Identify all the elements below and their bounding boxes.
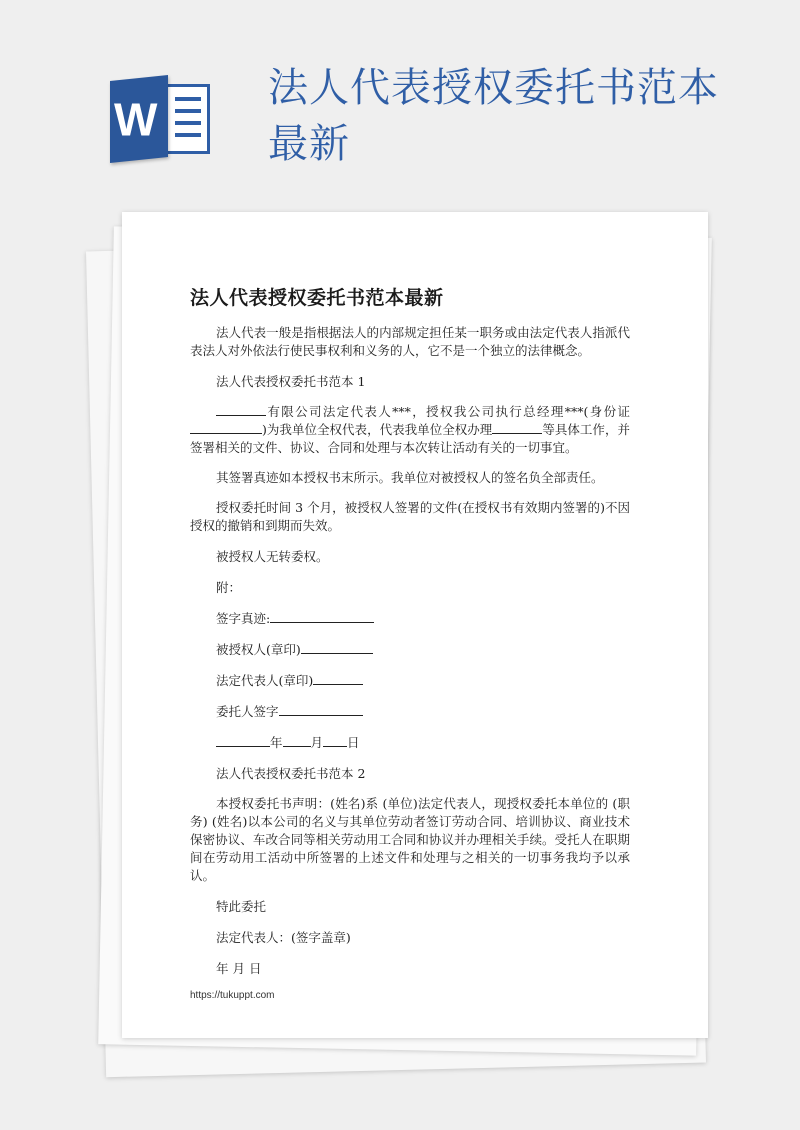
sign-field-signature <box>190 610 630 628</box>
sample2-heading: 法人代表授权委托书范本 2 <box>216 766 366 781</box>
blank-line <box>216 734 270 747</box>
sample2-representative: 法定代表人：(签字盖章) <box>216 930 351 945</box>
blank-line <box>301 641 373 654</box>
sign-field-label: 签字真迹: <box>216 611 271 626</box>
blank-line <box>270 610 374 623</box>
sign-field-label: 委托人签字 <box>216 704 279 719</box>
sample2-closing: 特此委托 <box>216 899 267 914</box>
sample2-paragraph-1: 本授权委托书声明：(姓名)系 (单位)法定代表人，现授权委托本单位的 (职务) (姓名)以本公司的名义与其单位劳动者签订劳动合同、培训协议、商业技术保密协议、车改合同等相关劳动用工合同和协议并办理相关手续。受托人在职期间在劳动用工活动中所签署的上述文件和处理与之相关的一切事务我均予以承认。 <box>190 796 630 883</box>
footer-url: https://tukuppt.com <box>190 990 275 1001</box>
blank-line <box>313 672 363 685</box>
date-day: 日 <box>347 735 360 750</box>
word-badge <box>110 75 168 163</box>
page-title: 法人代表授权委托书范本最新 <box>268 65 719 167</box>
date-line <box>190 734 630 752</box>
sample1-heading: 法人代表授权委托书范本 1 <box>216 374 366 389</box>
sample2-date: 年 月 日 <box>216 961 262 976</box>
date-year: 年 <box>270 735 283 750</box>
sample1-paragraph-1 <box>190 403 630 457</box>
sample1-text-b: )为我单位全权代表，代表我单位全权办理 <box>262 422 493 437</box>
sample1-paragraph-3: 授权委托时间 3 个月，被授权人签署的文件(在授权书有效期内签署的)不因授权的撤销和到期而失效。 <box>190 500 630 533</box>
sign-field-representative <box>190 672 630 690</box>
sign-field-principal <box>190 703 630 721</box>
sample1-paragraph-4: 被授权人无转委权。 <box>216 549 329 564</box>
sign-field-label: 被授权人(章印) <box>216 642 301 657</box>
blank-line <box>283 734 311 747</box>
sign-field-label: 法定代表人(章印) <box>216 673 314 688</box>
blank-line <box>216 403 266 416</box>
sample1-paragraph-2: 其签署真迹如本授权书末所示。我单位对被授权人的签名负全部责任。 <box>216 470 604 485</box>
word-document-icon <box>110 78 210 160</box>
sample1-text-c: 等具体工作，并签署相关的文件、协议、合同和处理与本次转让活动有关的一切事宜。 <box>190 422 630 455</box>
blank-line <box>190 421 262 434</box>
sample1-text-a: 有限公司法定代表人***，授权我公司执行总经理***(身份证 <box>266 404 630 419</box>
document-body <box>190 324 630 978</box>
word-badge-letter: W <box>114 93 158 146</box>
attachment-label: 附： <box>216 580 242 595</box>
intro-paragraph: 法人代表一般是指根据法人的内部规定担任某一职务或由法定代表人指派代表法人对外依法行使民事权利和义务的人，它不是一个独立的法律概念。 <box>190 325 630 358</box>
document-title: 法人代表授权委托书范本最新 <box>190 287 444 309</box>
sign-field-authorized <box>190 641 630 659</box>
blank-line <box>279 703 363 716</box>
date-month: 月 <box>310 735 324 750</box>
blank-line <box>492 421 542 434</box>
blank-line <box>323 734 347 747</box>
